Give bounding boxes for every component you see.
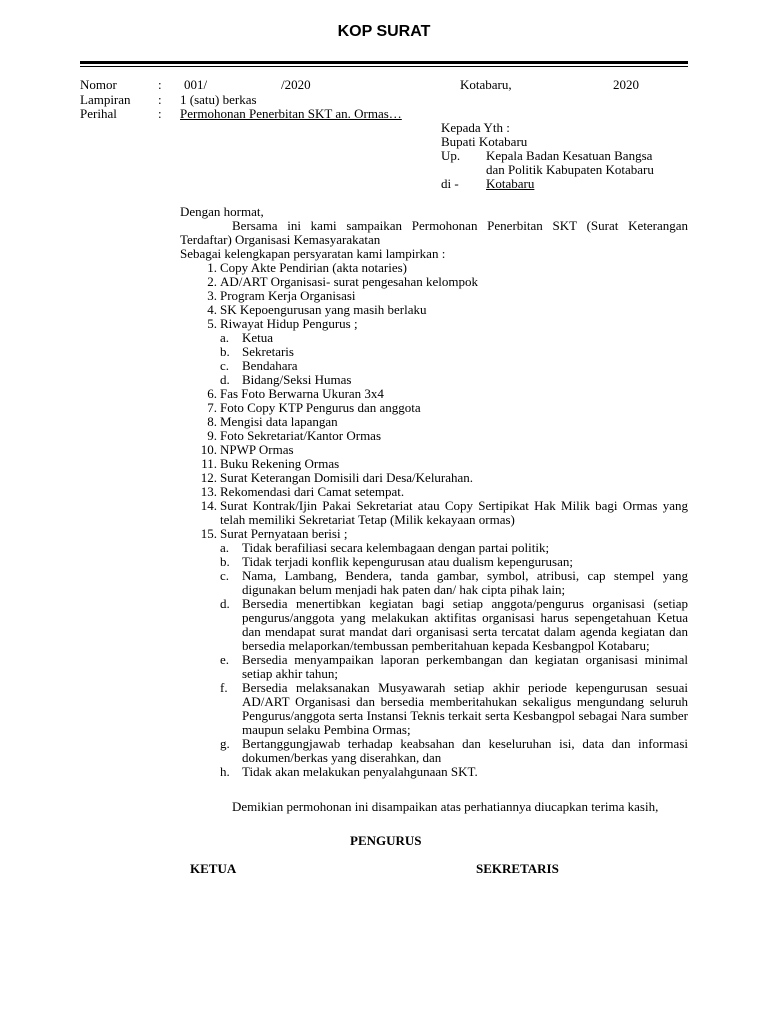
sublist-text: Bersedia melaksanakan Musyawarah setiap akhir periode kepengurusan sesuai AD/ART Organisasi dan bersedia memberitahukan sekaligus mengundang seluruh Pengurus/anggota serta Instansi Teknis terkait serta Kesbangpol sebagai Nara sumber maupun selaku Pembina Ormas; [242,680,688,737]
list-item-number: 5. [207,316,217,331]
list-item [180,443,688,457]
sublist-letter: e. [220,652,230,667]
sublist-item [220,331,688,345]
requirements-intro: Sebagai kelengkapan persyaratan kami lampirkan : [180,246,446,261]
signature-ketua: KETUA [190,861,237,876]
list-item-number: 10. [200,442,217,457]
letter-year: 2020 [613,77,639,92]
list-item-text: NPWP Ormas [220,442,294,457]
sublist-pengurus [220,331,688,387]
signature-sekretaris: SEKRETARIS [476,861,559,876]
sublist-text: Nama, Lambang, Bendera, tanda gambar, symbol, atribusi, cap stempel yang digunakan belum menjadi hak paten dan/ hak cipta pihak lain; [242,568,688,597]
nomor-value-b: /2020 [281,77,311,92]
list-item-text: Buku Rekening Ormas [220,456,340,471]
sublist-item [220,569,688,597]
list-item-text: Program Kerja Organisasi [220,288,356,303]
sublist-item [220,597,688,653]
sublist-letter: a. [220,540,230,555]
closing-paragraph: Demikian permohonan ini disampaikan atas perhatiannya diucapkan terima kasih, [232,799,659,814]
list-item-number: 14. [200,498,217,513]
header-rule-thin [80,66,688,67]
sublist-item [220,373,688,387]
sublist-item [220,681,688,737]
sublist-item [220,737,688,765]
recipient-di-value: Kotabaru [486,176,535,191]
header-rule-thick [80,61,688,64]
list-item-text: Foto Copy KTP Pengurus dan anggota [220,400,421,415]
sublist-letter: f. [220,680,228,695]
lampiran-colon: : [158,92,162,107]
signature-heading: PENGURUS [350,833,422,848]
list-item-number: 2. [207,274,217,289]
sublist-text: Bidang/Seksi Humas [242,372,352,387]
recipient-up-line1: Kepala Badan Kesatuan Bangsa [486,148,653,163]
list-item-text: Surat Keterangan Domisili dari Desa/Kelurahan. [220,470,474,485]
list-item [180,387,688,401]
list-item-number: 7. [207,400,217,415]
perihal-value: Permohonan Penerbitan SKT an. Ormas… [180,106,402,121]
sublist-letter: a. [220,330,230,345]
recipient-kepada: Kepada Yth : [441,120,510,135]
list-item [180,485,688,499]
sublist-item [220,765,688,779]
sublist-letter: c. [220,358,230,373]
list-item [180,317,688,387]
nomor-label: Nomor [80,77,117,92]
sublist-item [220,555,688,569]
list-item-number: 8. [207,414,217,429]
sublist-item [220,359,688,373]
list-item [180,401,688,415]
sublist-item [220,653,688,681]
list-item [180,499,688,527]
sublist-text: Sekretaris [242,344,294,359]
sublist-text: Bendahara [242,358,298,373]
sublist-letter: c. [220,568,230,583]
sublist-text: Tidak berafiliasi secara kelembagaan dengan partai politik; [242,540,550,555]
list-item-text: SK Kepoengurusan yang masih berlaku [220,302,427,317]
sublist-text: Bersedia menyampaikan laporan perkembangan dan kegiatan organisasi minimal setiap akhir tahun; [242,652,688,681]
sublist-letter: b. [220,344,230,359]
lampiran-label: Lampiran [80,92,131,107]
sublist-text: Ketua [242,330,274,345]
letter-header-title: KOP SURAT [337,23,431,40]
nomor-colon: : [158,77,162,92]
greeting: Dengan hormat, [180,204,264,219]
recipient-name: Bupati Kotabaru [441,134,528,149]
list-item-number: 4. [207,302,217,317]
list-item-number: 6. [207,386,217,401]
sublist-text: Tidak akan melakukan penyalahgunaan SKT. [242,764,478,779]
requirements-list [180,261,688,779]
list-item-text: Copy Akte Pendirian (akta notaries) [220,260,408,275]
list-item [180,289,688,303]
list-item-text: AD/ART Organisasi- surat pengesahan kelompok [220,274,478,289]
sublist-item [220,345,688,359]
list-item-text: Rekomendasi dari Camat setempat. [220,484,405,499]
list-item [180,471,688,485]
sublist-text: Bersedia menertibkan kegiatan bagi setiap anggota/pengurus organisasi (setiap pengurus/anggota yang melakukan aktifitas organisasi harus sepengetahuan Ketua dan mendapat surat mandat dari organisasi serta tercatat dalam agenda kegiatan dan bersedia melaporkan/tembussan pemberitahuan kepada Kesbangpol Kotabaru; [242,596,688,653]
list-item [180,275,688,289]
nomor-value-a: 001/ [184,77,208,92]
intro-paragraph: Bersama ini kami sampaikan Permohonan Penerbitan SKT (Surat Keterangan Terdaftar) Organisasi Kemasyarakatan [180,218,688,247]
perihal-colon: : [158,106,162,121]
sublist-letter: d. [220,372,230,387]
list-item [180,261,688,275]
list-item-number: 3. [207,288,217,303]
list-item-text: Surat Kontrak/Ijin Pakai Sekretariat atau Copy Sertipikat Hak Milik bagi Ormas yang telah memiliki Sekretariat Tetap (Milik kekayaan ormas) [220,498,688,527]
perihal-label: Perihal [80,106,117,121]
list-item [180,429,688,443]
list-item-number: 12. [200,470,217,485]
sublist-text: Tidak terjadi konflik kepengurusan atau dualism kepengurusan; [242,554,573,569]
sublist-letter: h. [220,764,230,779]
list-item-text: Surat Pernyataan berisi ; [220,526,348,541]
sublist-letter: d. [220,596,230,611]
sublist-letter: b. [220,554,230,569]
list-item-text: Mengisi data lapangan [220,414,338,429]
list-item [180,415,688,429]
letter-city: Kotabaru, [460,77,512,92]
recipient-di-label: di - [441,176,459,191]
list-item-number: 13. [200,484,217,499]
list-item-number: 9. [207,428,217,443]
list-item-number: 11. [201,456,217,471]
sublist-pernyataan [220,541,688,779]
list-item-text: Fas Foto Berwarna Ukuran 3x4 [220,386,384,401]
sublist-text: Bertanggungjawab terhadap keabsahan dan keseluruhan isi, data dan informasi dokumen/berkas yang diserahkan, dan [242,736,688,765]
list-item [180,527,688,779]
list-item-number: 15. [200,526,217,541]
list-item-text: Riwayat Hidup Pengurus ; [220,316,358,331]
list-item-text: Foto Sekretariat/Kantor Ormas [220,428,382,443]
list-item [180,303,688,317]
lampiran-value: 1 (satu) berkas [180,92,257,107]
sublist-letter: g. [220,736,230,751]
recipient-up-label: Up. [441,148,461,163]
recipient-up-line2: dan Politik Kabupaten Kotabaru [486,162,654,177]
sublist-item [220,541,688,555]
list-item [180,457,688,471]
list-item-number: 1. [207,260,217,275]
